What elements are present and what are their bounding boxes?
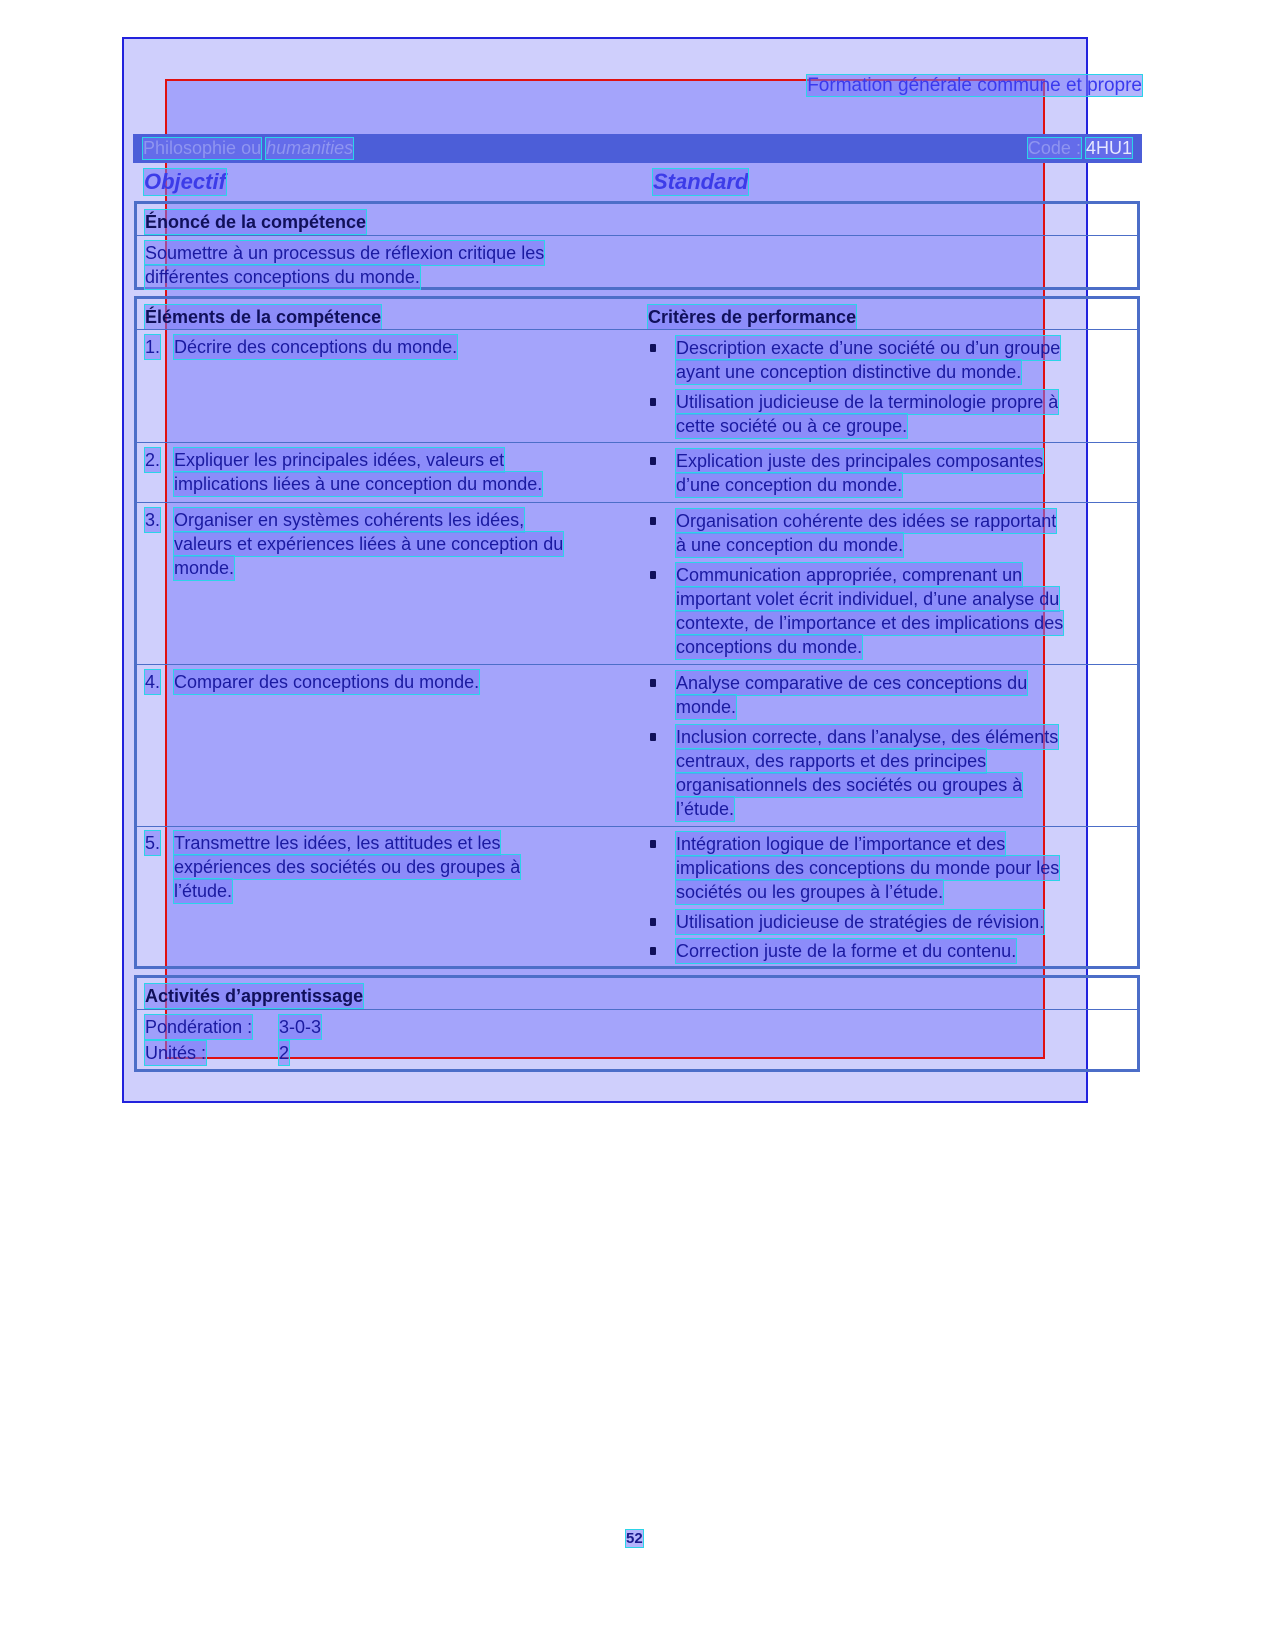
row-3-criterion-2-line-4: conceptions du monde. bbox=[676, 637, 863, 657]
bullet-icon bbox=[650, 733, 656, 741]
code-label: Code : bbox=[1027, 138, 1081, 158]
code-value: 4HU1 bbox=[1085, 138, 1132, 158]
discipline-label: Philosophie ou bbox=[143, 138, 262, 158]
row-4-criterion-1-line-2: monde. bbox=[676, 697, 737, 717]
objectif-standard-row bbox=[144, 169, 1134, 195]
row-3-element-line-1: Organiser en systèmes cohérents les idées, bbox=[174, 510, 525, 530]
row-3-criterion-2-line-1: Communication appropriée, comprenant un bbox=[676, 565, 1023, 585]
row-3-element-line-2: valeurs et expériences liées à une conception du bbox=[174, 534, 564, 554]
row-5-criterion-1-line-2: implications des conceptions du monde pour les bbox=[676, 858, 1060, 878]
row-3-element-line-3: monde. bbox=[174, 558, 235, 578]
course-title-bar bbox=[133, 134, 1142, 163]
row-1-element-line-1: Décrire des conceptions du monde. bbox=[174, 337, 458, 357]
row-2-criterion-1-line-2: d’une conception du monde. bbox=[676, 475, 903, 495]
discipline-italic: humanities bbox=[266, 138, 354, 158]
row-5-element-line-1: Transmettre les idées, les attitudes et les bbox=[174, 833, 501, 853]
bullet-icon bbox=[650, 457, 656, 465]
unites-value: 2 bbox=[279, 1043, 290, 1063]
bullet-icon bbox=[650, 840, 656, 848]
row-3-criterion-1-line-2: à une conception du monde. bbox=[676, 535, 904, 555]
bullet-icon bbox=[650, 517, 656, 525]
criteria-heading: Critères de performance bbox=[648, 307, 857, 327]
row-1-criterion-2-line-2: cette société ou à ce groupe. bbox=[676, 416, 908, 436]
section-heading-text: Formation générale commune et propre bbox=[807, 75, 1142, 96]
standard-label: Standard bbox=[653, 169, 749, 194]
row-4-criterion-2-line-3: organisationnels des sociétés ou groupes à bbox=[676, 775, 1023, 795]
row-5-element-line-2: expériences des sociétés ou des groupes à bbox=[174, 857, 521, 877]
row-1-criterion-1-line-2: ayant une conception distinctive du monde. bbox=[676, 362, 1022, 382]
row-2-criterion-1-line-1: Explication juste des principales composantes bbox=[676, 451, 1044, 471]
row-3-criterion-2-line-3: contexte, de l’importance et des implications des bbox=[676, 613, 1064, 633]
row-1-criterion-1-line-1: Description exacte d’une société ou d’un groupe bbox=[676, 338, 1061, 358]
row-5-criterion-1-line-1: Intégration logique de l’importance et des bbox=[676, 834, 1006, 854]
row-2-element-line-2: implications liées à une conception du monde. bbox=[174, 474, 543, 494]
row-3-criterion-2-line-2: important volet écrit individuel, d’une analyse du bbox=[676, 589, 1060, 609]
row-1-number: 1. bbox=[145, 337, 161, 357]
bullet-icon bbox=[650, 918, 656, 926]
row-2-number: 2. bbox=[145, 450, 161, 470]
row-4-element-line-1: Comparer des conceptions du monde. bbox=[174, 672, 480, 692]
page-number: 52 bbox=[626, 1530, 643, 1547]
section-heading bbox=[740, 75, 1142, 97]
row-4-criterion-1-line-1: Analyse comparative de ces conceptions du bbox=[676, 673, 1028, 693]
elements-heading: Éléments de la compétence bbox=[145, 307, 382, 327]
bullet-icon bbox=[650, 398, 656, 406]
row-4-criterion-2-line-4: l’étude. bbox=[676, 799, 735, 819]
row-2-element-line-1: Expliquer les principales idées, valeurs et bbox=[174, 450, 505, 470]
enonce-box bbox=[134, 201, 1140, 290]
row-5-element-line-3: l’étude. bbox=[174, 881, 233, 901]
bullet-icon bbox=[650, 947, 656, 955]
enonce-line-1: Soumettre à un processus de réflexion critique les bbox=[145, 243, 545, 263]
row-1-criterion-2-line-1: Utilisation judicieuse de la terminologie propre à bbox=[676, 392, 1059, 412]
row-5-criterion-1-line-3: sociétés ou les groupes à l’étude. bbox=[676, 882, 944, 902]
row-4-criterion-2-line-1: Inclusion correcte, dans l’analyse, des éléments bbox=[676, 727, 1059, 747]
elements-criteria-table bbox=[134, 296, 1140, 969]
activites-heading: Activités d’apprentissage bbox=[145, 986, 364, 1006]
row-5-number: 5. bbox=[145, 833, 161, 853]
row-3-criterion-1-line-1: Organisation cohérente des idées se rapportant bbox=[676, 511, 1057, 531]
ponderation-label: Pondération : bbox=[145, 1017, 253, 1037]
row-4-number: 4. bbox=[145, 672, 161, 692]
enonce-heading: Énoncé de la compétence bbox=[145, 212, 367, 232]
row-5-criterion-2-line-1: Utilisation judicieuse de stratégies de révision. bbox=[676, 912, 1045, 932]
row-5-criterion-3-line-1: Correction juste de la forme et du contenu. bbox=[676, 941, 1017, 961]
bullet-icon bbox=[650, 679, 656, 687]
bullet-icon bbox=[650, 571, 656, 579]
ponderation-value: 3-0-3 bbox=[279, 1017, 322, 1037]
bullet-icon bbox=[650, 344, 656, 352]
unites-label: Unités : bbox=[145, 1043, 207, 1063]
enonce-line-2: différentes conceptions du monde. bbox=[145, 267, 420, 287]
row-4-criterion-2-line-2: centraux, des rapports et des principes bbox=[676, 751, 987, 771]
activites-box bbox=[134, 975, 1140, 1072]
row-3-number: 3. bbox=[145, 510, 161, 530]
objectif-label: Objectif bbox=[144, 169, 226, 194]
